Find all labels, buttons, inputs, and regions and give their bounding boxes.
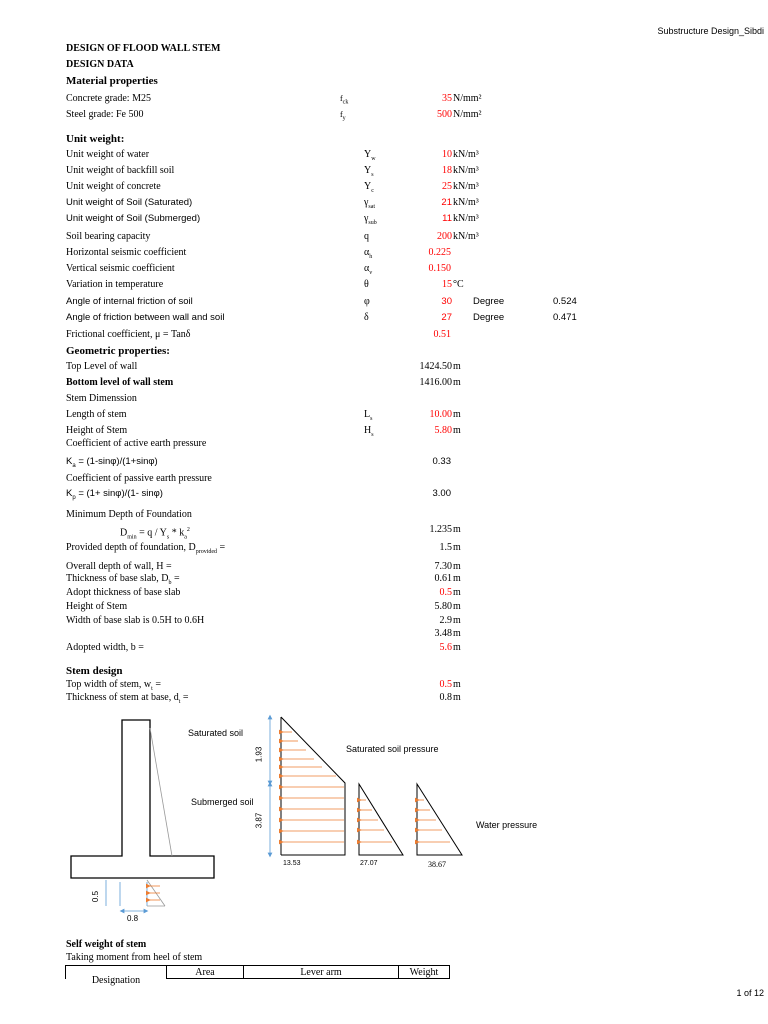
row-stem-dim-label: Stem Dimenssion	[66, 393, 137, 404]
row-v-seismic-value: 0.150	[428, 263, 451, 274]
row-dmin-value: 1.235	[429, 524, 452, 535]
value-2707: 27.07	[360, 860, 378, 867]
row-top-width-value: 0.5	[439, 679, 452, 690]
row-mu-value: 0.51	[433, 329, 451, 340]
row-stem-base-unit: m	[453, 692, 461, 703]
row-uw-sub-unit: kN/m³	[453, 213, 479, 224]
row-kp-title-label: Coefficient of passive earth pressure	[66, 473, 212, 484]
row-uw-sat-unit: kN/m³	[453, 197, 479, 208]
dim-193-label: 1.93	[254, 746, 264, 763]
row-top-width-label: Top width of stem, $w_t$ =	[66, 679, 161, 692]
row-uw-concrete-symbol: $Y_c$	[364, 181, 374, 194]
row-length-stem-value: 10.00	[429, 409, 452, 420]
saturated-soil-label: Saturated soil	[188, 728, 244, 738]
row-phi-symbol: φ	[364, 296, 370, 307]
taking-moment-text: Taking moment from heel of stem	[66, 952, 203, 963]
value-3867: 38.67	[428, 860, 446, 869]
row-height-stem-label: Height of Stem	[66, 425, 128, 436]
row-height-stem-symbol: $H_s$	[364, 425, 374, 438]
row-kp-label: $K_p = (1+ \sin\varphi)/(1-$ sinφ)	[66, 488, 163, 501]
saturated-arrows	[283, 732, 344, 842]
row-overall-depth-unit: m	[453, 561, 461, 572]
row-width-base-unit: m	[453, 615, 461, 626]
row-length-stem-label: Length of stem	[66, 409, 127, 420]
row-dmin-label: $D_{min} = q / Y_s * k_a^2$	[120, 527, 190, 541]
dim-05-label: 0.5	[91, 890, 101, 903]
row-uw-concrete-value: 25	[442, 181, 452, 192]
row-overall-depth-label: Overall depth of wall, H =	[66, 561, 172, 572]
water-pressure-diagram	[417, 784, 462, 855]
row-uw-backfill-value: 18	[442, 165, 452, 176]
row-height-stem-value: 5.80	[434, 425, 452, 436]
row-steel-unit: N/mm²	[453, 109, 482, 120]
row-bearing-value: 200	[437, 231, 452, 242]
row-provided-depth-label: Provided depth of foundation, $D_{provided}$ =	[66, 542, 226, 555]
table-header-lever-arm: Lever arm	[244, 966, 399, 979]
row-uw-sub-label: Unit weight of Soil (Submerged)	[66, 213, 201, 224]
row-h-seismic-value: 0.225	[428, 247, 451, 258]
row-concrete-unit: N/mm²	[453, 93, 482, 104]
row-delta-symbol: δ	[364, 312, 369, 323]
header-title: Substructure Design_Sibdi	[657, 26, 764, 36]
row-height-stem-unit: m	[453, 425, 461, 436]
row-steel-symbol: $f_y$	[340, 110, 346, 122]
row-bearing-unit: kN/m³	[453, 231, 479, 242]
row-phi-value: 30	[441, 296, 452, 307]
page-number: 1 of 12	[736, 988, 764, 998]
row-uw-backfill-label: Unit weight of backfill soil	[66, 165, 175, 176]
flood-wall-figure	[0, 700, 768, 930]
table-header-weight: Weight	[399, 966, 450, 979]
row-bottom-level-label: Bottom level of wall stem	[66, 377, 174, 388]
section-heading: Unit weight:	[66, 133, 125, 145]
row-provided-depth-value: 1.5	[439, 542, 452, 553]
row-top-level-value: 1424.50	[419, 361, 452, 372]
row-adopt-thick-label: Adopt thickness of base slab	[66, 587, 181, 598]
row-h-seismic-label: Horizontal seismic coefficient	[66, 247, 187, 258]
row-steel-value: 500	[437, 109, 452, 120]
row-height-stem2-label: Height of Stem	[66, 601, 128, 612]
doc-title: DESIGN OF FLOOD WALL STEM	[66, 43, 221, 54]
row-adopted-width-label: Adopted width, b =	[66, 642, 144, 653]
row-base-thick-unit: m	[453, 573, 461, 584]
row-temp-value: 15	[442, 279, 452, 290]
saturated-pressure-diagram	[281, 717, 345, 855]
row-steel-label: Steel grade: Fe 500	[66, 109, 144, 120]
row-uw-sub-value: 11	[442, 213, 452, 224]
row-adopt-thick-unit: m	[453, 587, 461, 598]
dim-387-label: 3.87	[254, 812, 264, 829]
stem-batter-line	[150, 728, 172, 856]
row-bearing-label: Soil bearing capacity	[66, 231, 151, 242]
row-stem-base-value: 0.8	[439, 692, 452, 703]
material-heading: Material properties	[66, 75, 158, 87]
row-height-stem2-unit: m	[453, 601, 461, 612]
row-ka-value: 0.33	[432, 456, 451, 467]
row-concrete-symbol: $f_{ck}$	[340, 94, 349, 106]
row-phi-radians: 0.524	[553, 296, 577, 307]
row-provided-depth-unit: m	[453, 542, 461, 553]
row-delta-unit: Degree	[473, 312, 505, 323]
row-h-seismic-symbol: $\alpha_h$	[364, 247, 373, 260]
row-width-base-label: Width of base slab is 0.5H to 0.6H	[66, 615, 205, 626]
row-delta-label: Angle of friction between wall and soil	[66, 312, 225, 323]
stem-design-heading: Stem design	[66, 665, 123, 677]
row-length-stem-unit: m	[453, 409, 461, 420]
self-weight-heading: Self weight of stem	[66, 939, 147, 950]
row-uw-sub-symbol: $\gamma_{sub}$	[364, 213, 377, 226]
table-header-designation: Designation	[66, 966, 167, 979]
row-uw-water-unit: kN/m³	[453, 149, 479, 160]
dim-08-label: 0.8	[127, 914, 139, 923]
row-base-thick-value: 0.61	[434, 573, 452, 584]
row-bottom-level-value: 1416.00	[419, 377, 452, 388]
submerged-soil-label: Submerged soil	[191, 797, 254, 807]
row-uw-concrete-label: Unit weight of concrete	[66, 181, 161, 192]
row-uw-sat-value: 21	[441, 197, 452, 208]
row-base-thick-label: Thickness of base slab, $D_b$ =	[66, 573, 180, 586]
section-heading: Geometric properties:	[66, 345, 170, 357]
self-weight-table	[65, 965, 450, 986]
row-v-seismic-label: Vertical seismic coefficient	[66, 263, 175, 274]
row-ka-label: $K_a = (1-\sin\varphi)/(1+\sin\varphi)$	[66, 456, 158, 469]
row-mu-label: Frictional coefficient, μ = Tanδ	[66, 329, 191, 340]
row-phi-label: Angle of internal friction of soil	[66, 296, 193, 307]
saturated-pressure-label: Saturated soil pressure	[346, 744, 439, 754]
row-adopt-thick-value: 0.5	[439, 587, 452, 598]
row-adopted-width-value: 5.6	[439, 642, 452, 653]
row-ka-title-label: Coefficient of active earth pressure	[66, 438, 207, 449]
row-kp-value: 3.00	[432, 488, 451, 499]
value-1353: 13.53	[283, 860, 301, 867]
row-dmin-unit: m	[453, 524, 461, 535]
row-uw-sat-symbol: $\gamma_{sat}$	[364, 197, 376, 210]
row-top-level-unit: m	[453, 361, 461, 372]
row-bearing-symbol: q	[364, 231, 369, 242]
row-uw-backfill-unit: kN/m³	[453, 165, 479, 176]
row-length-stem-symbol: $L_s$	[364, 409, 373, 422]
water-pressure-label: Water pressure	[476, 820, 538, 830]
row-uw-water-symbol: $Y_w$	[364, 149, 376, 162]
row-uw-concrete-unit: kN/m³	[453, 181, 479, 192]
submerged-pressure-diagram	[359, 784, 403, 855]
row-temp-label: Variation in temperature	[66, 279, 164, 290]
row-phi-unit: Degree	[473, 296, 505, 307]
row-uw-backfill-symbol: $Y_s$	[364, 165, 374, 178]
row-concrete-value: 35	[442, 93, 452, 104]
row-uw-water-label: Unit weight of water	[66, 149, 150, 160]
row-min-depth-title-label: Minimum Depth of Foundation	[66, 509, 192, 520]
row-uw-water-value: 10	[442, 149, 452, 160]
row-bottom-level-unit: m	[453, 377, 461, 388]
row-top-level-label: Top Level of wall	[66, 361, 138, 372]
row-width-base2-unit: m	[453, 628, 461, 639]
row-temp-symbol: θ	[364, 279, 369, 290]
row-top-width-unit: m	[453, 679, 461, 690]
row-v-seismic-symbol: $\alpha_v$	[364, 263, 373, 276]
row-width-base2-value: 3.48	[434, 628, 452, 639]
row-adopted-width-unit: m	[453, 642, 461, 653]
table-header-area: Area	[167, 966, 244, 979]
row-delta-value: 27	[441, 312, 452, 323]
row-height-stem2-value: 5.80	[434, 601, 452, 612]
table-header-row	[66, 966, 450, 979]
row-temp-unit: °C	[453, 279, 464, 290]
row-overall-depth-value: 7.30	[434, 561, 452, 572]
row-stem-base-label: Thickness of stem at base, $d_t$ =	[66, 692, 189, 705]
row-delta-radians: 0.471	[553, 312, 577, 323]
row-width-base-value: 2.9	[439, 615, 452, 626]
row-concrete-label: Concrete grade: M25	[66, 93, 151, 104]
design-data-heading: DESIGN DATA	[66, 59, 134, 70]
row-uw-sat-label: Unit weight of Soil (Saturated)	[66, 197, 193, 208]
